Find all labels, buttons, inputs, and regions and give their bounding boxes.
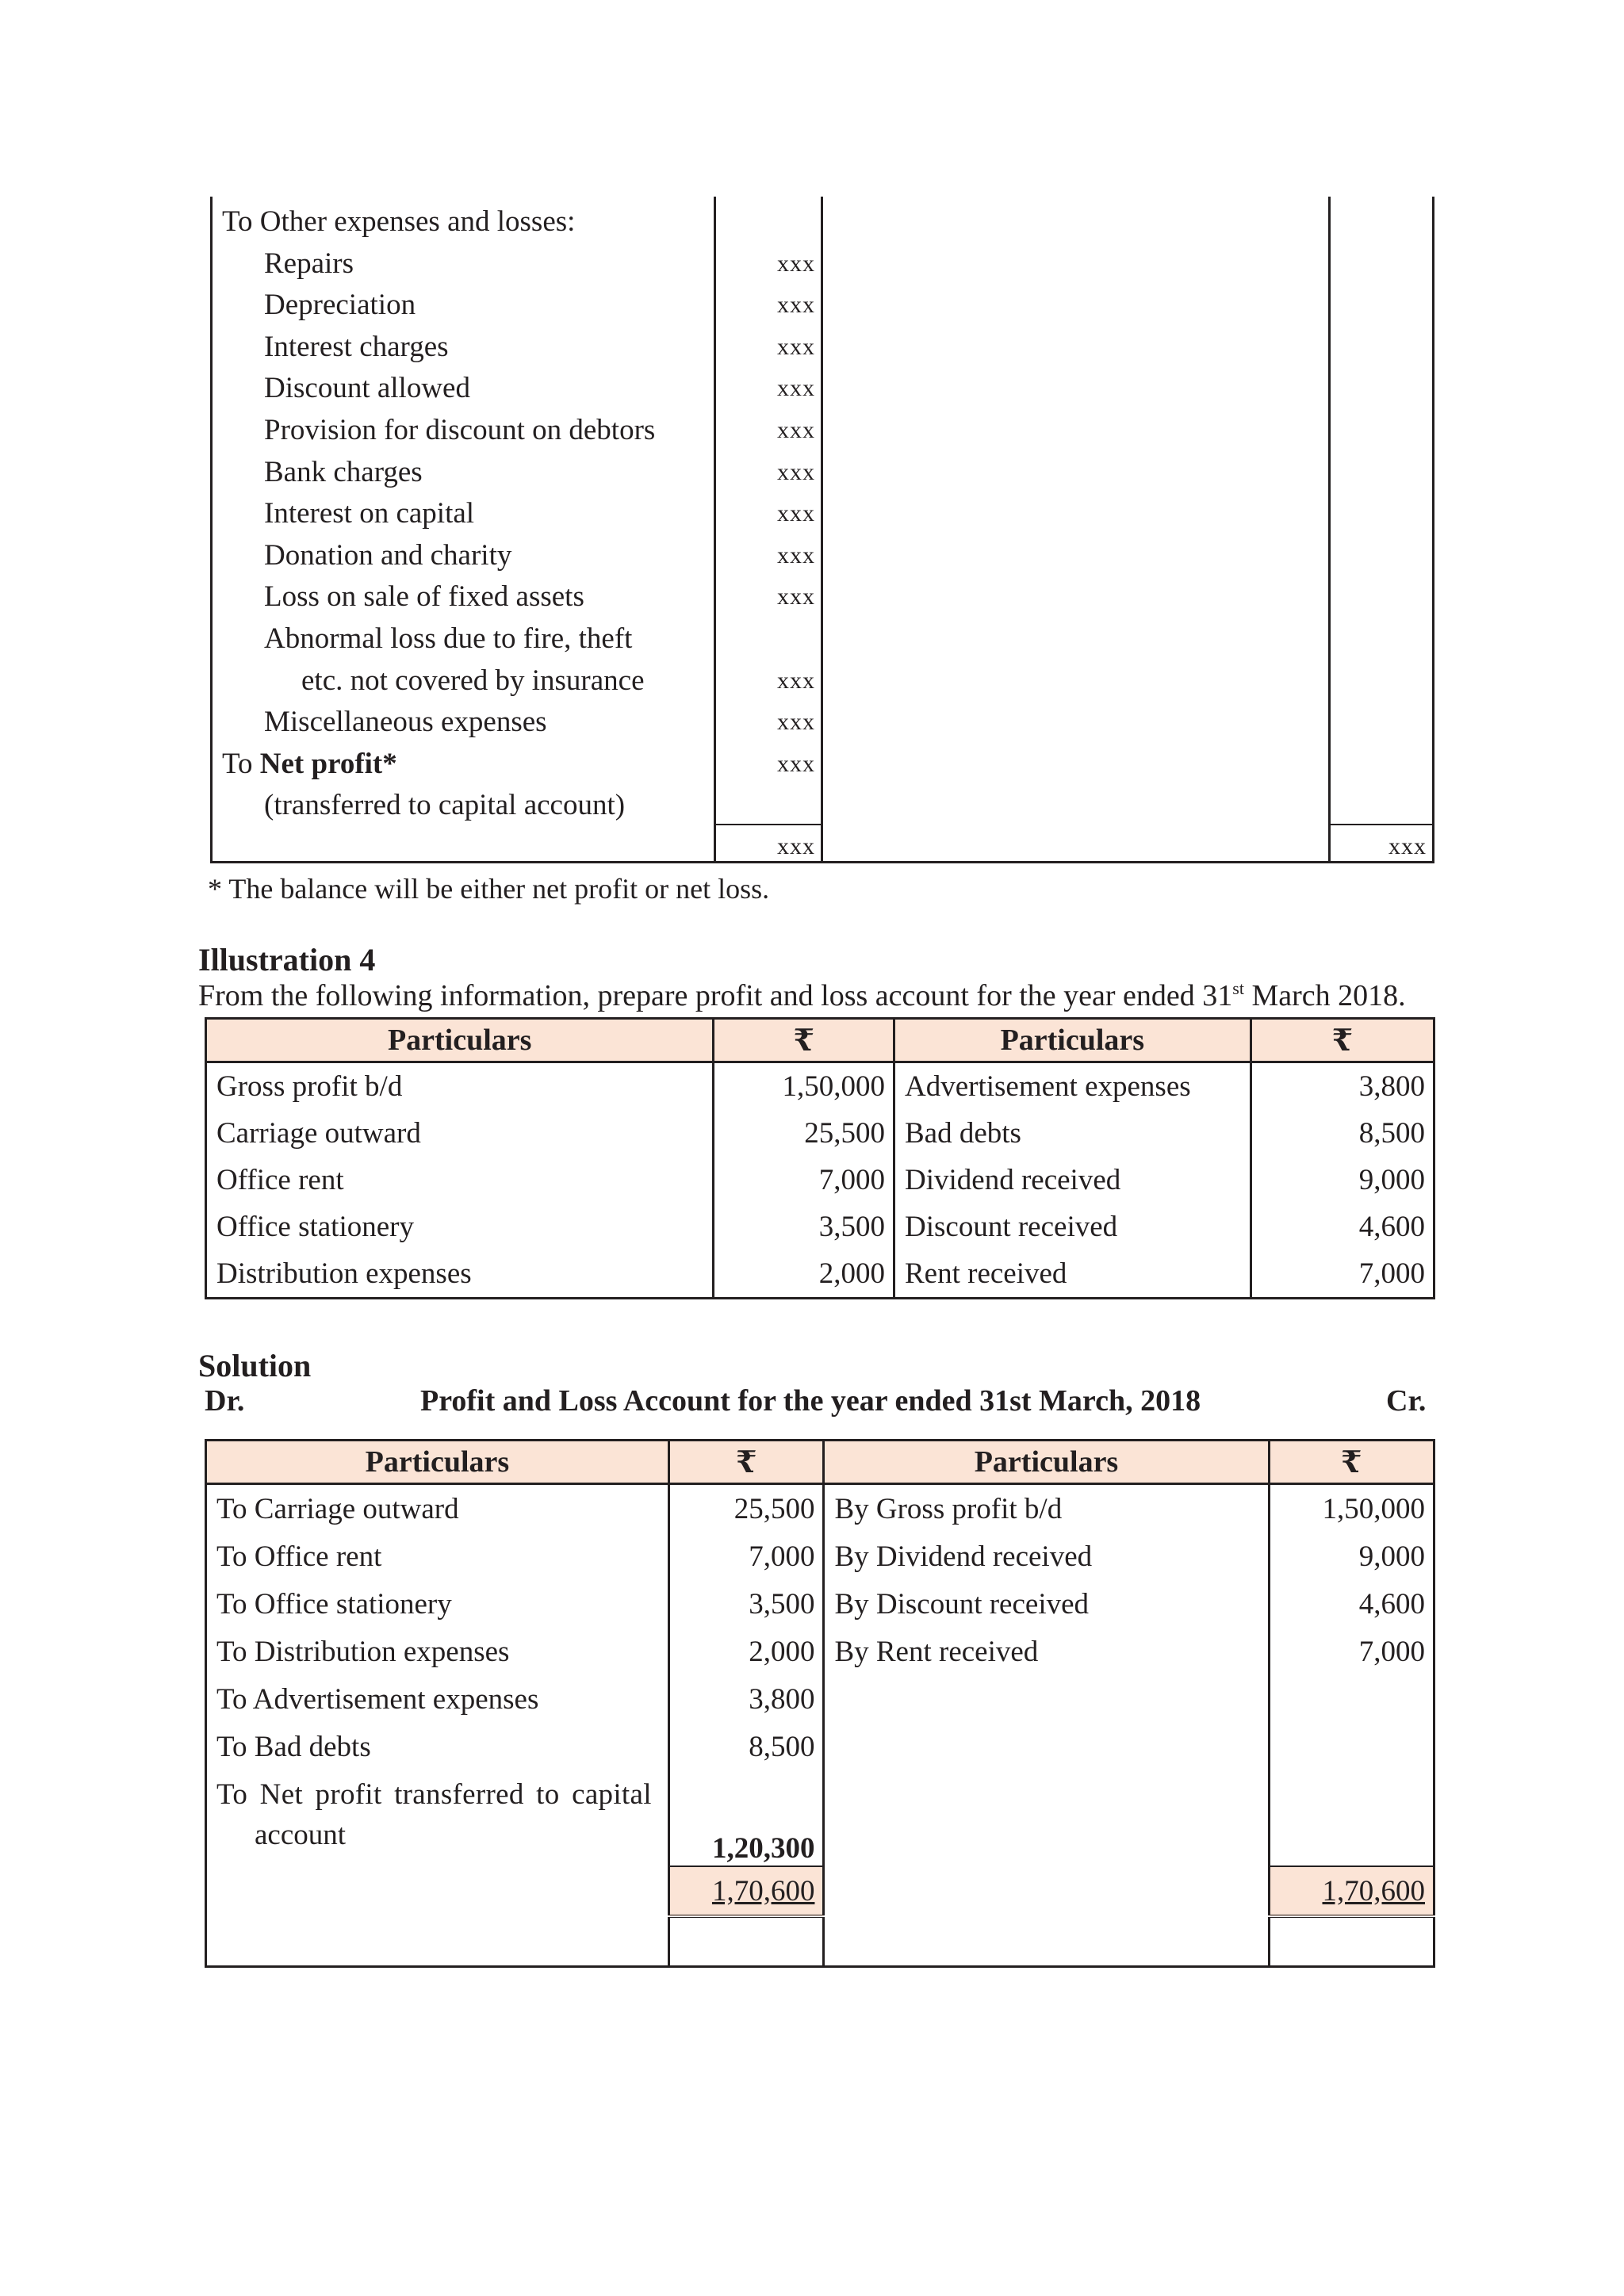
- table-row: [206, 1157, 1434, 1203]
- solution-title: Solution: [198, 1348, 312, 1383]
- expense-line-label: etc. not covered by insurance: [301, 664, 645, 697]
- net-profit-value: 1,20,300: [668, 1818, 824, 1866]
- illustration-title: Illustration 4: [198, 942, 376, 978]
- table-row: [206, 1484, 1434, 1533]
- amount-cell: 3,500: [668, 1580, 824, 1628]
- empty-cell: [1269, 1818, 1434, 1866]
- profit-loss-account-table: [205, 1439, 1435, 1968]
- total-credit: 1,70,600: [1269, 1866, 1434, 1916]
- expenses-continuation-table: [210, 197, 1434, 863]
- amount-cell: 4,600: [1269, 1580, 1434, 1628]
- empty-cell: [824, 1866, 1269, 1916]
- table-row: [206, 1533, 1434, 1580]
- footnote: * The balance will be either net profit or net loss.: [208, 873, 770, 905]
- expense-line-value: xxx: [777, 333, 815, 360]
- particulars-cell: By Dividend received: [824, 1533, 1269, 1580]
- particulars-cell: Discount received: [894, 1203, 1251, 1250]
- particulars-cell: To Advertisement expenses: [206, 1675, 669, 1723]
- amount-cell: 7,000: [1251, 1250, 1434, 1299]
- particulars-cell: By Discount received: [824, 1580, 1269, 1628]
- expense-line-value: xxx: [777, 417, 815, 443]
- amount-cell: 8,500: [668, 1723, 824, 1770]
- header-amount: ₹: [668, 1441, 824, 1484]
- amount-cell: 25,500: [714, 1110, 894, 1157]
- totals-row: [206, 1866, 1434, 1916]
- particulars-cell: Distribution expenses: [206, 1250, 714, 1299]
- amount-cell: 3,500: [714, 1203, 894, 1250]
- net-profit-row-continued: [206, 1818, 1434, 1866]
- empty-cell: [824, 1818, 1269, 1866]
- credit-label: Cr.: [1386, 1384, 1427, 1418]
- particulars-cell: [824, 1723, 1269, 1770]
- header-particulars: Particulars: [894, 1019, 1251, 1062]
- expense-line-label: Interest on capital: [264, 497, 475, 530]
- amount-cell: 9,000: [1251, 1157, 1434, 1203]
- question-end: March 2018.: [1243, 979, 1406, 1012]
- table-row: [206, 1062, 1434, 1111]
- expense-line-label: Miscellaneous expenses: [264, 706, 547, 739]
- account-title: Profit and Loss Account for the year ended 31st March, 2018: [420, 1384, 1201, 1418]
- total-rule-left: [714, 824, 823, 825]
- account-body: [206, 1484, 1434, 1771]
- empty-cell: [668, 1770, 824, 1818]
- expense-line-value: xxx: [777, 250, 815, 277]
- label-prefix: To: [222, 747, 260, 780]
- particulars-cell: Carriage outward: [206, 1110, 714, 1157]
- amount-cell: [1269, 1675, 1434, 1723]
- table-row: [206, 1675, 1434, 1723]
- amount-cell: 25,500: [668, 1484, 824, 1533]
- table-row: [206, 1628, 1434, 1675]
- expense-line-value: xxx: [777, 667, 815, 694]
- table-row: [206, 1723, 1434, 1770]
- expense-line-value: xxx: [777, 458, 815, 485]
- amount-cell: 9,000: [1269, 1533, 1434, 1580]
- particulars-cell: Dividend received: [894, 1157, 1251, 1203]
- table-row: [206, 1250, 1434, 1299]
- particulars-cell: Bad debts: [894, 1110, 1251, 1157]
- total-rule-right: [1328, 824, 1434, 825]
- header-particulars: Particulars: [206, 1441, 669, 1484]
- header-particulars: Particulars: [824, 1441, 1269, 1484]
- information-body: [206, 1062, 1434, 1299]
- expense-line-value: xxx: [777, 541, 815, 568]
- header-amount: ₹: [714, 1019, 894, 1062]
- expense-line-label: Bank charges: [264, 455, 423, 488]
- amount-cell: 8,500: [1251, 1110, 1434, 1157]
- expense-line-label: Depreciation: [264, 289, 416, 322]
- expense-line-label: [222, 744, 397, 785]
- expense-line-label: (transferred to capital account): [264, 789, 626, 822]
- total-right-value: xxx: [1388, 833, 1427, 859]
- table-border-right: [1432, 197, 1434, 861]
- empty-cell: [206, 1866, 669, 1916]
- expense-line-value: xxx: [777, 375, 815, 402]
- header-particulars: Particulars: [206, 1019, 714, 1062]
- information-header-row: [206, 1019, 1434, 1062]
- amount-cell: 4,600: [1251, 1203, 1434, 1250]
- column-divider: [821, 197, 823, 861]
- particulars-cell: Gross profit b/d: [206, 1062, 714, 1111]
- expense-line-label: Abnormal loss due to fire, theft: [264, 622, 633, 655]
- debit-label: Dr.: [205, 1384, 245, 1418]
- header-amount: ₹: [1269, 1441, 1434, 1484]
- particulars-cell: To Office stationery: [206, 1580, 669, 1628]
- amount-cell: 1,50,000: [1269, 1484, 1434, 1533]
- particulars-cell: Rent received: [894, 1250, 1251, 1299]
- particulars-cell: By Gross profit b/d: [824, 1484, 1269, 1533]
- total-left-value: xxx: [777, 833, 815, 859]
- particulars-cell: Advertisement expenses: [894, 1062, 1251, 1111]
- empty-cell: [824, 1770, 1269, 1818]
- empty-cell: [824, 1916, 1269, 1967]
- table-border-left: [210, 197, 213, 861]
- column-divider: [1328, 197, 1331, 861]
- particulars-cell: Office rent: [206, 1157, 714, 1203]
- amount-cell: 3,800: [668, 1675, 824, 1723]
- expense-line-value: xxx: [777, 709, 815, 736]
- label-bold: Net profit*: [259, 747, 397, 780]
- spacer-row: [206, 1916, 1434, 1967]
- header-amount: ₹: [1251, 1019, 1434, 1062]
- expense-line-label: To Other expenses and losses:: [222, 205, 576, 238]
- amount-cell: 1,50,000: [714, 1062, 894, 1111]
- amount-cell: 3,800: [1251, 1062, 1434, 1111]
- net-profit-label-line1: To Net profit transferred to capital: [206, 1770, 669, 1818]
- particulars-cell: To Distribution expenses: [206, 1628, 669, 1675]
- question-main: From the following information, prepare profit and loss account for the year ended 31: [198, 979, 1233, 1012]
- amount-cell: 7,000: [714, 1157, 894, 1203]
- expense-line-label: Interest charges: [264, 330, 449, 363]
- particulars-cell: Office stationery: [206, 1203, 714, 1250]
- empty-cell: [1269, 1916, 1434, 1967]
- empty-cell: [206, 1916, 669, 1967]
- expense-line-value: xxx: [777, 584, 815, 610]
- information-table: [205, 1017, 1435, 1299]
- net-profit-label-line2: account: [206, 1818, 669, 1866]
- particulars-cell: To Office rent: [206, 1533, 669, 1580]
- net-profit-row: [206, 1770, 1434, 1818]
- expense-line-label: Loss on sale of fixed assets: [264, 580, 584, 614]
- question-superscript: st: [1232, 978, 1244, 998]
- table-row: [206, 1580, 1434, 1628]
- account-header-row: [206, 1441, 1434, 1484]
- expense-line-label: Donation and charity: [264, 538, 512, 572]
- expense-line-value: xxx: [777, 500, 815, 527]
- amount-cell: 7,000: [1269, 1628, 1434, 1675]
- particulars-cell: [824, 1675, 1269, 1723]
- expense-line-value: xxx: [777, 750, 815, 777]
- expense-line-value: xxx: [777, 292, 815, 319]
- expense-line-label: Provision for discount on debtors: [264, 414, 656, 446]
- particulars-cell: To Carriage outward: [206, 1484, 669, 1533]
- empty-cell: [668, 1916, 824, 1967]
- amount-cell: 2,000: [668, 1628, 824, 1675]
- column-divider: [714, 197, 716, 861]
- amount-cell: 2,000: [714, 1250, 894, 1299]
- particulars-cell: To Bad debts: [206, 1723, 669, 1770]
- particulars-cell: By Rent received: [824, 1628, 1269, 1675]
- table-row: [206, 1203, 1434, 1250]
- table-row: [206, 1110, 1434, 1157]
- total-debit: 1,70,600: [668, 1866, 824, 1916]
- expense-line-label: Repairs: [264, 247, 354, 280]
- empty-cell: [1269, 1770, 1434, 1818]
- question-text: [198, 975, 1406, 1016]
- amount-cell: [1269, 1723, 1434, 1770]
- amount-cell: 7,000: [668, 1533, 824, 1580]
- expense-line-label: Discount allowed: [264, 372, 470, 405]
